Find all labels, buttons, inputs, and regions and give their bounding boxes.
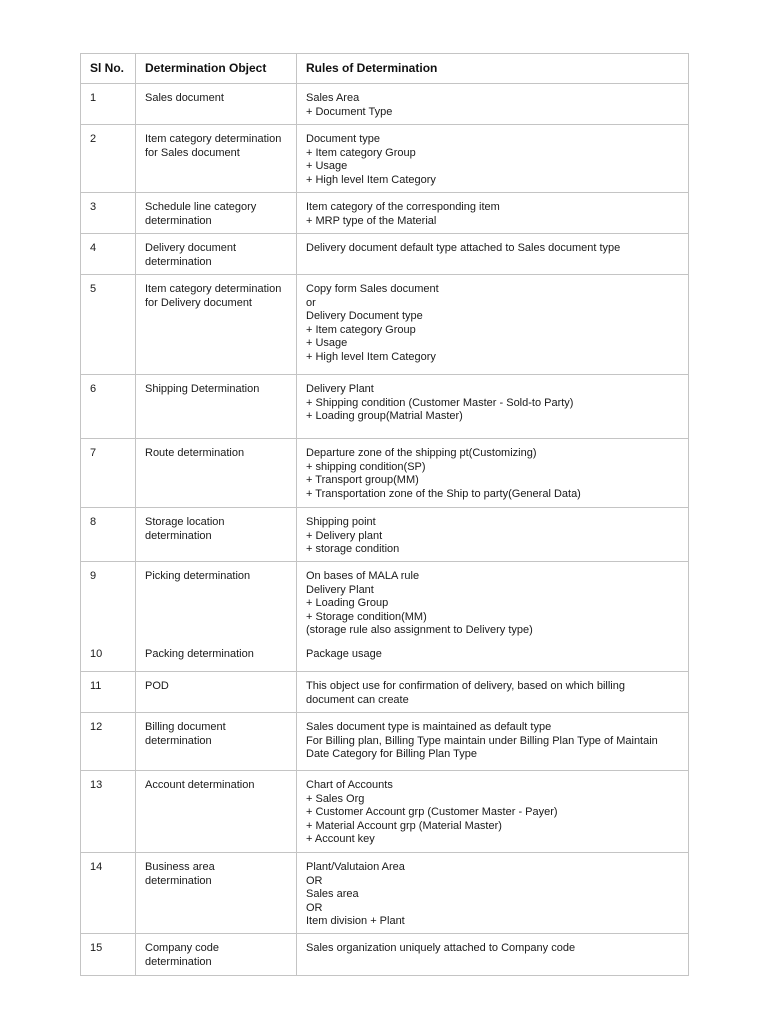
determination-object: Schedule line category determination [136, 193, 297, 234]
document-page [80, 53, 688, 976]
determination-rules: Sales Area + Document Type [297, 84, 689, 125]
row-number: 5 [81, 275, 136, 375]
determination-table [80, 53, 689, 976]
row-number: 10 [81, 648, 136, 672]
header-rules-of-determination: Rules of Determination [297, 54, 689, 84]
table-row [81, 853, 689, 934]
determination-object: Delivery document determination [136, 234, 297, 275]
header-determination-object: Determination Object [136, 54, 297, 84]
determination-rules: Delivery Plant + Shipping condition (Customer Master - Sold-to Party) + Loading group(Matrial Master) [297, 375, 689, 439]
determination-rules: Copy form Sales document or Delivery Document type + Item category Group + Usage + High level Item Category [297, 275, 689, 375]
row-number: 4 [81, 234, 136, 275]
determination-object: Route determination [136, 439, 297, 508]
table-row [81, 125, 689, 193]
determination-object: Billing document determination [136, 713, 297, 771]
table-row [81, 934, 689, 976]
determination-object: POD [136, 672, 297, 713]
table-row [81, 193, 689, 234]
row-number: 13 [81, 771, 136, 853]
determination-rules: Item category of the corresponding item + MRP type of the Material [297, 193, 689, 234]
table-row [81, 375, 689, 439]
table-row [81, 439, 689, 508]
determination-object: Picking determination [136, 562, 297, 648]
table-row [81, 771, 689, 853]
determination-rules: Package usage [297, 648, 689, 672]
row-number: 15 [81, 934, 136, 976]
determination-object: Business area determination [136, 853, 297, 934]
determination-rules: Plant/Valutaion Area OR Sales area OR Item division + Plant [297, 853, 689, 934]
determination-rules: Shipping point + Delivery plant + storage condition [297, 508, 689, 562]
table-row [81, 672, 689, 713]
table-row [81, 713, 689, 771]
row-number: 1 [81, 84, 136, 125]
row-number: 11 [81, 672, 136, 713]
determination-object: Sales document [136, 84, 297, 125]
table-row [81, 508, 689, 562]
determination-rules: Delivery document default type attached to Sales document type [297, 234, 689, 275]
row-number: 8 [81, 508, 136, 562]
determination-object: Storage location determination [136, 508, 297, 562]
table-row [81, 562, 689, 648]
table-row [81, 275, 689, 375]
row-number: 7 [81, 439, 136, 508]
row-number: 6 [81, 375, 136, 439]
determination-rules: Departure zone of the shipping pt(Customizing) + shipping condition(SP) + Transport group(MM) + Transportation zone of the Ship to party(General Data) [297, 439, 689, 508]
table-header-row [81, 54, 689, 84]
determination-rules: Sales organization uniquely attached to Company code [297, 934, 689, 976]
determination-rules: This object use for confirmation of delivery, based on which billing document can create [297, 672, 689, 713]
determination-rules: On bases of MALA rule Delivery Plant + Loading Group + Storage condition(MM) (storage rule also assignment to Delivery type) [297, 562, 689, 648]
determination-rules: Chart of Accounts + Sales Org + Customer Account grp (Customer Master - Payer) + Material Account grp (Material Master) + Account key [297, 771, 689, 853]
header-sl-no: Sl No. [81, 54, 136, 84]
determination-rules: Sales document type is maintained as default type For Billing plan, Billing Type maintain under Billing Plan Type of Maintain Date Category for Billing Plan Type [297, 713, 689, 771]
row-number: 12 [81, 713, 136, 771]
row-number: 14 [81, 853, 136, 934]
table-row [81, 648, 689, 672]
determination-rules: Document type + Item category Group + Usage + High level Item Category [297, 125, 689, 193]
row-number: 2 [81, 125, 136, 193]
determination-object: Packing determination [136, 648, 297, 672]
determination-object: Account determination [136, 771, 297, 853]
determination-object: Company code determination [136, 934, 297, 976]
determination-object: Shipping Determination [136, 375, 297, 439]
table-row [81, 84, 689, 125]
determination-object: Item category determination for Sales document [136, 125, 297, 193]
row-number: 3 [81, 193, 136, 234]
row-number: 9 [81, 562, 136, 648]
determination-object: Item category determination for Delivery document [136, 275, 297, 375]
table-row [81, 234, 689, 275]
